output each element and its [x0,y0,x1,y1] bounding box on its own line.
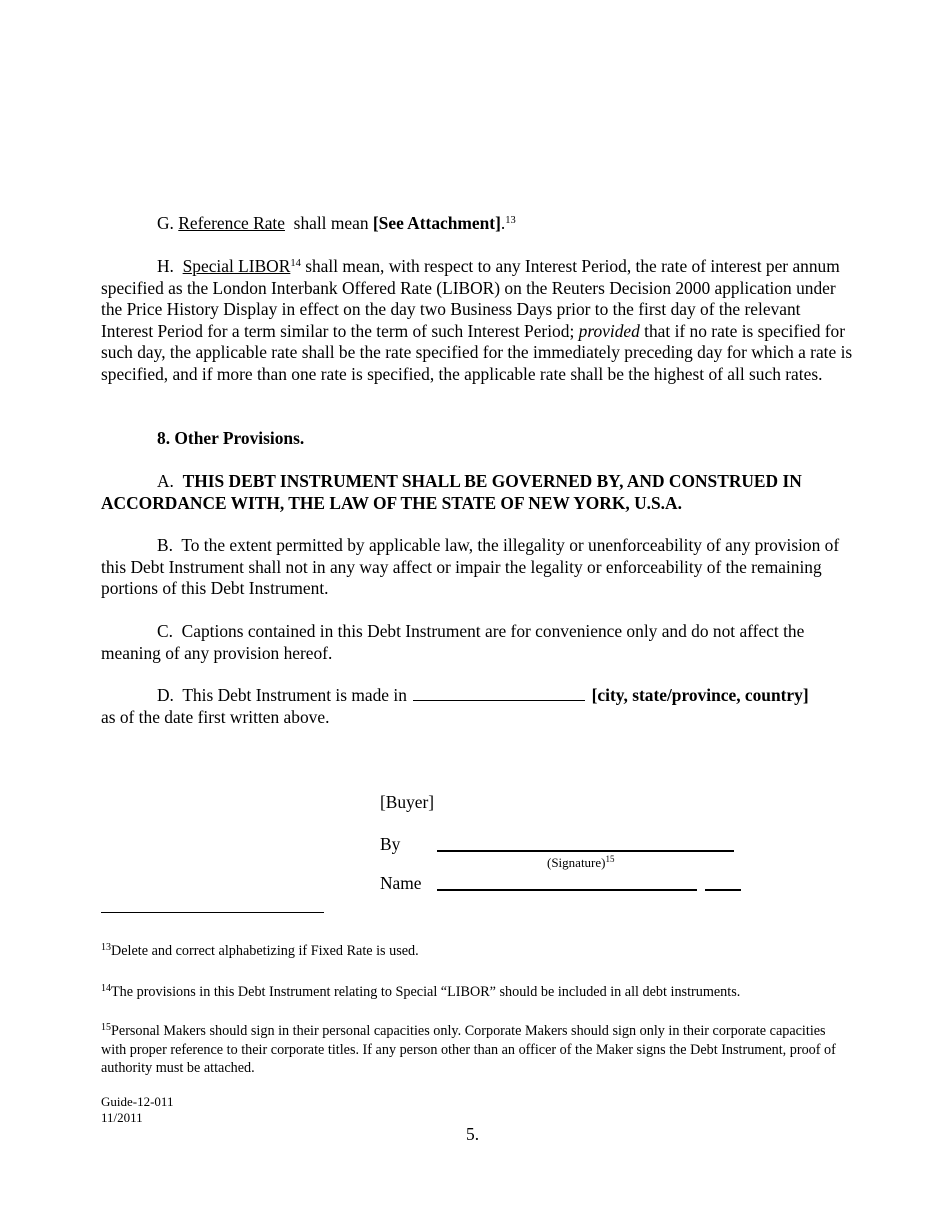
footnote-separator [101,912,324,913]
footnote-ref-14: 14 [290,258,301,269]
name-line [437,889,697,891]
section-g-middle: shall mean [293,213,369,233]
signature-caption [547,855,614,871]
section-h-text-2: that if no rate is specified for such day, the applicable rate shall be the rate specified for the immediately preceding day for which a rate is specified, and if more than one rate is specified, the applicable rate shall be the highest of all such rates. [101,320,853,384]
provision-d-text: This Debt Instrument is made in [182,685,407,705]
footnote-14 [101,983,853,1002]
name-line-end [705,889,741,891]
provision-d [101,685,853,728]
section-g-prefix: G. [157,213,174,233]
heading-other-provisions: 8. Other Provisions. [157,428,305,448]
by-label: By [380,834,401,854]
section-h-italic: provided [578,320,640,341]
footnote-15-text: Personal Makers should sign in their personal capacities only. Corporate Makers should sign only in their corporate capacities with proper reference to their corporate titles. If any person other than an officer of the Maker signs the Debt Instrument, proof of authority must be attached. [101,1023,836,1076]
provision-b [101,535,853,600]
footnote-ref-13: 13 [505,215,516,226]
section-g-term: Reference Rate [178,213,285,233]
section-g-end: . [500,213,506,233]
location-blank-line [413,686,585,701]
name-label: Name [380,873,422,893]
footnote-13 [101,942,853,961]
provision-c [101,621,853,664]
footnote-15-number: 15 [101,1022,111,1033]
section-h-text-1: shall mean, with respect to any Interest Period, the rate of interest per annum specified as the London Interbank Offered Rate (LIBOR) on the Reuters Decision 2000 application under the Price History Display in effect on the day two Business Days prior to the first day of the relevant Interest Period for a term similar to the term of such Interest Period; [101,256,840,341]
buyer-label: [Buyer] [380,792,435,812]
provision-d-text-after: as of the date first written above. [101,706,330,727]
provision-d-bold: [city, state/province, country] [591,685,809,705]
provision-c-prefix: C. [157,621,173,641]
section-g-bold: [See Attachment] [372,213,501,233]
guide-date: 11/2011 [101,1110,143,1125]
signature-line [437,850,734,852]
footnote-13-text: Delete and correct alphabetizing if Fixed Rate is used. [111,943,419,959]
section-g [101,213,853,235]
section-h-prefix: H. [157,256,174,276]
footnote-14-number: 14 [101,983,111,994]
provision-c-text: Captions contained in this Debt Instrument are for convenience only and do not affect the meaning of any provision hereof. [101,621,805,663]
footnote-15 [101,1022,853,1078]
provision-d-prefix: D. [157,685,174,705]
section-h-term: Special LIBOR [182,256,291,276]
page-number: 5. [466,1124,480,1144]
provision-a-text: THIS DEBT INSTRUMENT SHALL BE GOVERNED BY, AND CONSTRUED IN ACCORDANCE WITH, THE LAW OF THE STATE OF NEW YORK, U.S.A. [101,471,802,513]
footnote-14-text: The provisions in this Debt Instrument relating to Special “LIBOR” should be included in all debt instruments. [111,984,741,1000]
provision-b-text: To the extent permitted by applicable law, the illegality or unenforceability of any provision of this Debt Instrument shall not in any way affect or impair the legality or enforceability of the remaining portions of this Debt Instrument. [101,535,840,599]
footnote-ref-15: 15 [605,854,615,864]
guide-number: Guide-12-011 [101,1094,174,1109]
provision-a-prefix: A. [157,471,174,491]
provision-a [101,471,853,514]
provision-b-prefix: B. [157,535,173,555]
signature-caption-text: (Signature) [547,855,606,870]
section-h [101,256,853,386]
footnote-13-number: 13 [101,942,111,953]
